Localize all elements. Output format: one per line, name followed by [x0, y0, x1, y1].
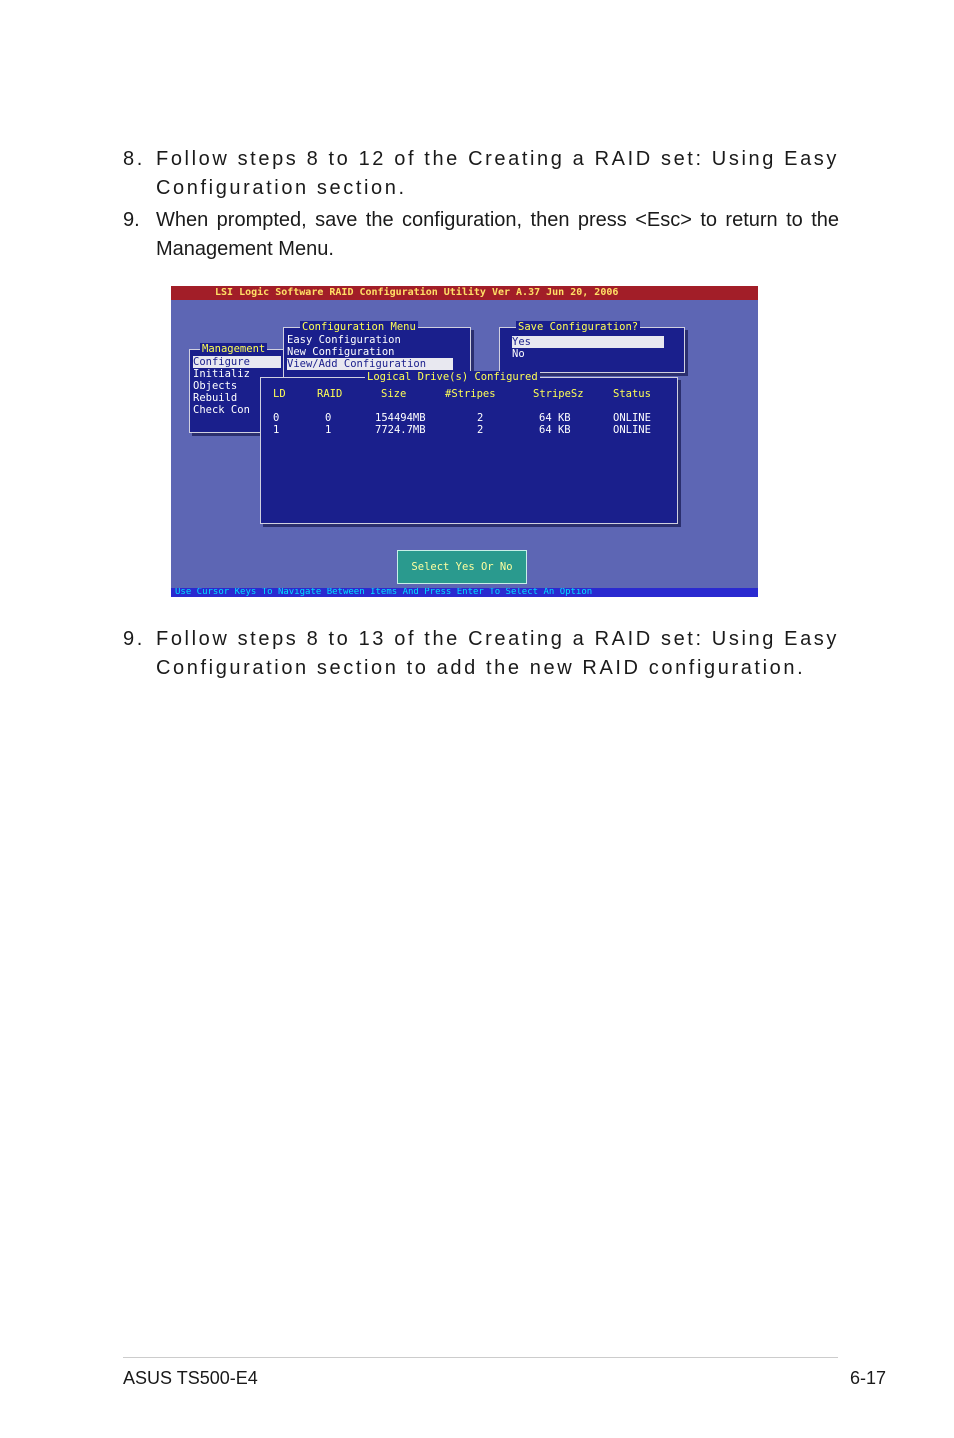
- table-cell: 64 KB: [539, 412, 571, 424]
- logical-drives-header: Logical Drive(s) Configured: [367, 371, 538, 383]
- table-cell: 1: [325, 424, 332, 436]
- management-menu-header: Management: [202, 343, 266, 355]
- footer-product-name: ASUS TS500-E4: [123, 1368, 258, 1388]
- step-9-save: [123, 206, 839, 264]
- step-9-add: [123, 625, 839, 683]
- step-number: 9.: [123, 628, 145, 650]
- configuration-menu-header: Configuration Menu: [302, 321, 416, 333]
- save-dialog-header: Save Configuration?: [518, 321, 639, 333]
- step-text: When prompted, save the configuration, then press <Esc> to return to the Management Menu.: [156, 209, 839, 260]
- table-cell: ONLINE: [613, 412, 651, 424]
- column-header-size: Size: [381, 388, 407, 400]
- column-header-stripes: #Stripes: [445, 388, 496, 400]
- step-text: Follow steps 8 to 13 of the Creating a RAID set: Using Easy Configuration section to add the new RAID configuration.: [156, 628, 839, 679]
- save-option-no[interactable]: No: [512, 348, 525, 360]
- table-cell: ONLINE: [613, 424, 651, 436]
- table-cell: 2: [477, 424, 484, 436]
- save-option-yes[interactable]: Yes: [512, 336, 664, 348]
- management-item-initialize[interactable]: Initializ: [193, 368, 250, 380]
- column-header-ld: LD: [273, 388, 286, 400]
- utility-title-bar: LSI Logic Software RAID Configuration Utility Ver A.37 Jun 20, 2006: [171, 286, 758, 300]
- table-cell: 154494MB: [375, 412, 426, 424]
- table-cell: 64 KB: [539, 424, 571, 436]
- raid-utility-screenshot: [171, 286, 758, 597]
- step-number: 8.: [123, 148, 145, 170]
- table-cell: 0: [325, 412, 332, 424]
- footer-divider: [123, 1357, 838, 1358]
- management-item-check-consistency[interactable]: Check Con: [193, 404, 250, 416]
- management-item-rebuild[interactable]: Rebuild: [193, 392, 238, 404]
- footer-page-number: 6-17: [849, 1368, 886, 1388]
- step-8: [123, 145, 839, 203]
- column-header-raid: RAID: [317, 388, 343, 400]
- utility-status-bar: Use Cursor Keys To Navigate Between Items And Press Enter To Select An Option: [171, 588, 758, 597]
- table-cell: 7724.7MB: [375, 424, 426, 436]
- save-configuration-dialog: [499, 321, 685, 373]
- management-item-configure[interactable]: Configure: [193, 356, 281, 368]
- select-yes-or-no-prompt: Select Yes Or No: [397, 550, 527, 584]
- column-header-status: Status: [613, 388, 651, 400]
- config-item-new[interactable]: New Configuration: [287, 346, 395, 358]
- table-cell: 1: [273, 424, 280, 436]
- table-cell: 2: [477, 412, 484, 424]
- config-item-view-add[interactable]: View/Add Configuration: [287, 358, 453, 370]
- table-cell: 0: [273, 412, 280, 424]
- config-item-easy[interactable]: Easy Configuration: [287, 334, 401, 346]
- step-text: Follow steps 8 to 12 of the Creating a RAID set: Using Easy Configuration section.: [156, 148, 839, 199]
- step-number: 9.: [123, 209, 140, 231]
- logical-drives-panel: [260, 371, 678, 524]
- management-item-objects[interactable]: Objects: [193, 380, 238, 392]
- column-header-stripesz: StripeSz: [533, 388, 584, 400]
